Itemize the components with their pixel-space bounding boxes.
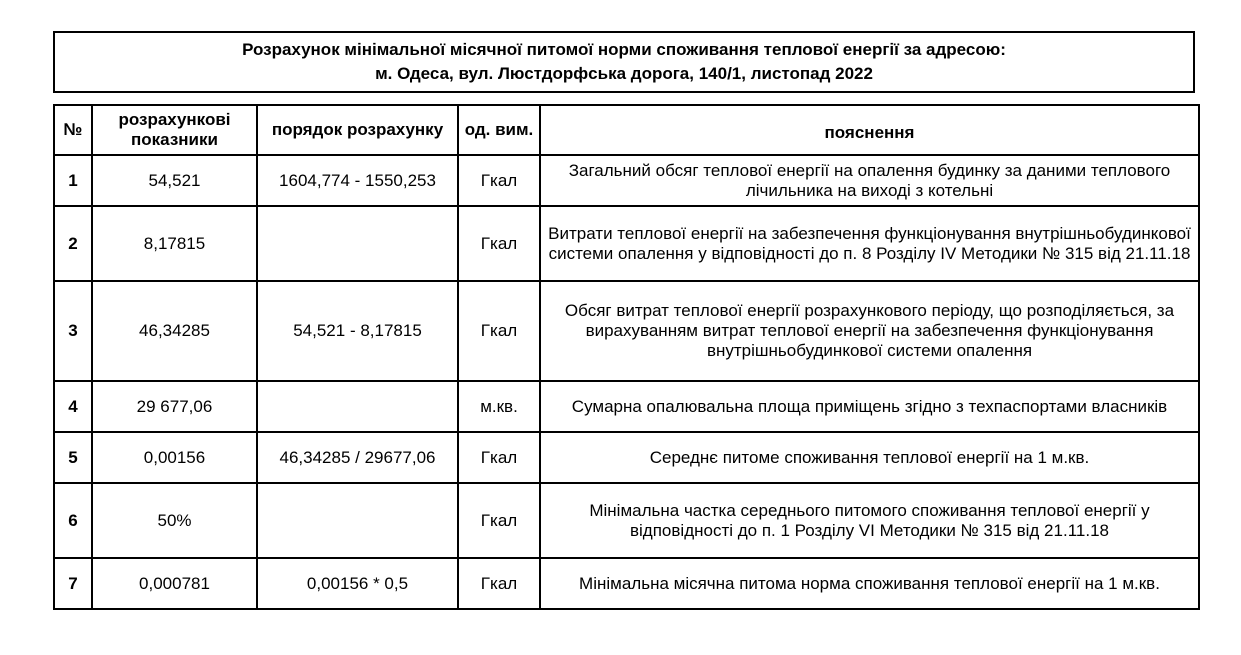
row-value: 8,17815 — [92, 206, 257, 281]
title-line-1: Розрахунок мінімальної місячної питомої норми споживання теплової енергії за адресою: — [242, 40, 1006, 59]
row-value: 0,000781 — [92, 558, 257, 609]
header-description: пояснення — [540, 105, 1199, 155]
table-header-row — [54, 105, 1199, 155]
row-description: Сумарна опалювальна площа приміщень згідно з техпаспортами власників — [540, 381, 1199, 432]
row-number: 7 — [54, 558, 92, 609]
table-row — [54, 206, 1199, 281]
row-calc: 46,34285 / 29677,06 — [257, 432, 458, 483]
table-row — [54, 281, 1199, 381]
row-value: 0,00156 — [92, 432, 257, 483]
row-description: Середнє питоме споживання теплової енергії на 1 м.кв. — [540, 432, 1199, 483]
row-number: 5 — [54, 432, 92, 483]
row-calc: 1604,774 - 1550,253 — [257, 155, 458, 206]
calculation-table — [53, 104, 1200, 610]
row-number: 4 — [54, 381, 92, 432]
row-calc: 54,521 - 8,17815 — [257, 281, 458, 381]
row-unit: Гкал — [458, 281, 540, 381]
header-values: розрахункові показники — [92, 105, 257, 155]
row-value: 50% — [92, 483, 257, 558]
row-calc: 0,00156 * 0,5 — [257, 558, 458, 609]
row-description: Витрати теплової енергії на забезпечення функціонування внутрішньобудинкової системи опалення у відповідності до п. 8 Розділу IV Методики № 315 від 21.11.18 — [540, 206, 1199, 281]
row-description: Загальний обсяг теплової енергії на опалення будинку за даними теплового лічильника на виході з котельні — [540, 155, 1199, 206]
row-description: Мінімальна частка середнього питомого споживання теплової енергії у відповідності до п. 1 Розділу VI Методики № 315 від 21.11.18 — [540, 483, 1199, 558]
row-unit: Гкал — [458, 558, 540, 609]
row-calc — [257, 206, 458, 281]
row-unit: м.кв. — [458, 381, 540, 432]
table-row — [54, 558, 1199, 609]
row-number: 6 — [54, 483, 92, 558]
header-number: № — [54, 105, 92, 155]
row-value: 46,34285 — [92, 281, 257, 381]
row-calc — [257, 483, 458, 558]
table-row — [54, 381, 1199, 432]
row-unit: Гкал — [458, 206, 540, 281]
row-unit: Гкал — [458, 155, 540, 206]
row-unit: Гкал — [458, 432, 540, 483]
document-title — [53, 31, 1195, 93]
table-row — [54, 432, 1199, 483]
header-calc-order: порядок розрахунку — [257, 105, 458, 155]
table-row — [54, 483, 1199, 558]
row-number: 2 — [54, 206, 92, 281]
table-row — [54, 155, 1199, 206]
header-unit: од. вим. — [458, 105, 540, 155]
row-description: Обсяг витрат теплової енергії розрахункового періоду, що розподіляється, за вирахуванням витрат теплової енергії на забезпечення функціонування внутрішньобудинкової системи опалення — [540, 281, 1199, 381]
title-line-2: м. Одеса, вул. Люстдорфська дорога, 140/1, листопад 2022 — [375, 64, 873, 83]
row-number: 1 — [54, 155, 92, 206]
row-unit: Гкал — [458, 483, 540, 558]
row-value: 29 677,06 — [92, 381, 257, 432]
row-calc — [257, 381, 458, 432]
row-value: 54,521 — [92, 155, 257, 206]
row-number: 3 — [54, 281, 92, 381]
row-description: Мінімальна місячна питома норма споживання теплової енергії на 1 м.кв. — [540, 558, 1199, 609]
